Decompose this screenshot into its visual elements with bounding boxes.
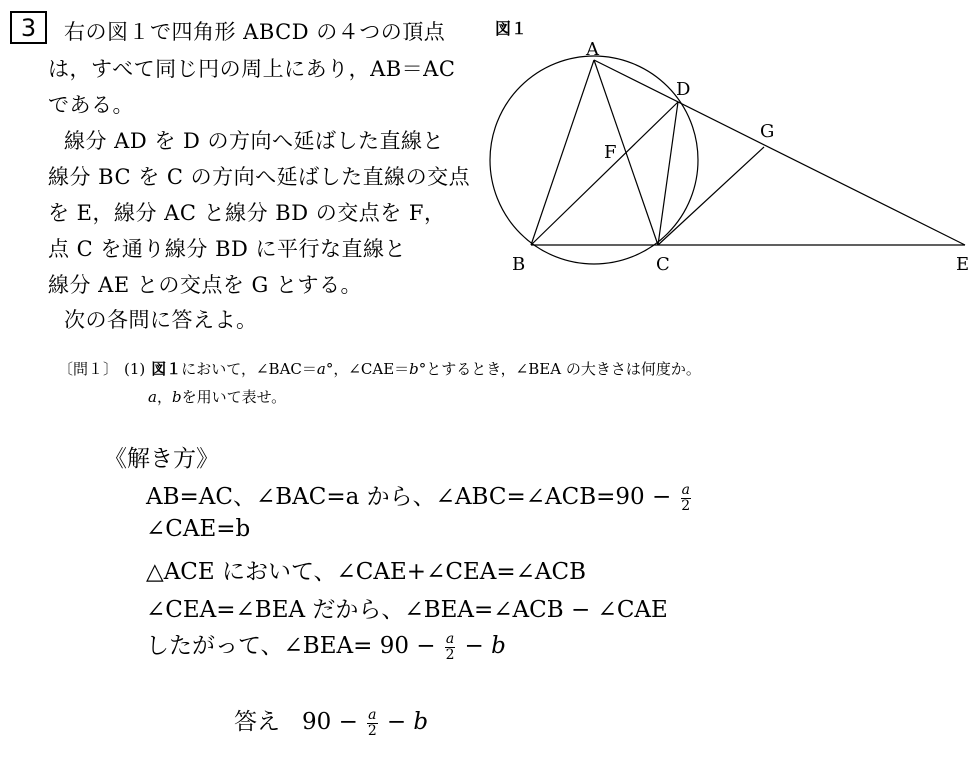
answer: 答え 90 − $\frac{a}{2}$ − b [234,706,429,739]
solution-line-5: したがって、∠BEA= 90 − $\frac{a}{2}$ − b [146,630,506,663]
figure-title: 図１ [495,19,528,38]
problem-line-1: 右の図１で四角形 ABCD の４つの頂点 [64,20,446,44]
problem-line-9: 次の各問に答えよ。 [64,308,258,332]
label-d: D [676,79,691,100]
segment-bd [531,102,678,245]
problem-line-2: は，すべて同じ円の周上にあり，AB＝AC [48,57,456,81]
segment-ab [531,60,594,245]
question-1-line-1: 〔問１〕 (1) 図１において，∠BAC＝a°，∠CAE＝b°とするとき，∠BEA の大きさは何度か。 [58,360,701,378]
solution-line-3: △ACE において、∠CAE+∠CEA=∠ACB [146,559,586,585]
segment-ae [594,60,965,245]
problem-line-6: を E，線分 AC と線分 BD の交点を F， [48,201,446,225]
solution-line-2: ∠CAE=b [146,516,251,542]
label-b: B [512,254,526,275]
problem-line-4: 線分 AD を D の方向へ延ばした直線と [64,129,445,153]
solution-line-1: AB=AC、∠BAC=a から、∠ABC=∠ACB=90 − $\frac{a}{2}$ [146,481,691,514]
label-f: F [604,142,617,163]
fraction-a-over-2: $\frac{a}{2}$ [367,706,377,739]
geometry-figure [0,0,980,330]
label-g: G [760,121,775,142]
problem-line-8: 線分 AE との交点を G とする。 [48,273,362,297]
fraction-a-over-2: $\frac{a}{2}$ [681,481,691,514]
solution-line-4: ∠CEA=∠BEA だから、∠BEA=∠ACB − ∠CAE [146,597,668,623]
problem-number: 3 [10,11,47,44]
circumcircle [490,56,698,264]
segment-dc [658,102,678,245]
question-1-line-2: a，bを用いて表せ。 [148,388,287,406]
fraction-a-over-2: $\frac{a}{2}$ [445,630,455,663]
label-c: C [656,254,670,275]
solution-heading: 《解き方》 [104,446,219,472]
problem-line-7: 点 C を通り線分 BD に平行な直線と [48,237,407,261]
problem-line-3: である。 [48,93,134,117]
segment-cg [658,147,764,245]
label-a: A [586,39,599,60]
label-e: E [956,254,970,275]
problem-line-5: 線分 BC を C の方向へ延ばした直線の交点 [48,165,471,189]
